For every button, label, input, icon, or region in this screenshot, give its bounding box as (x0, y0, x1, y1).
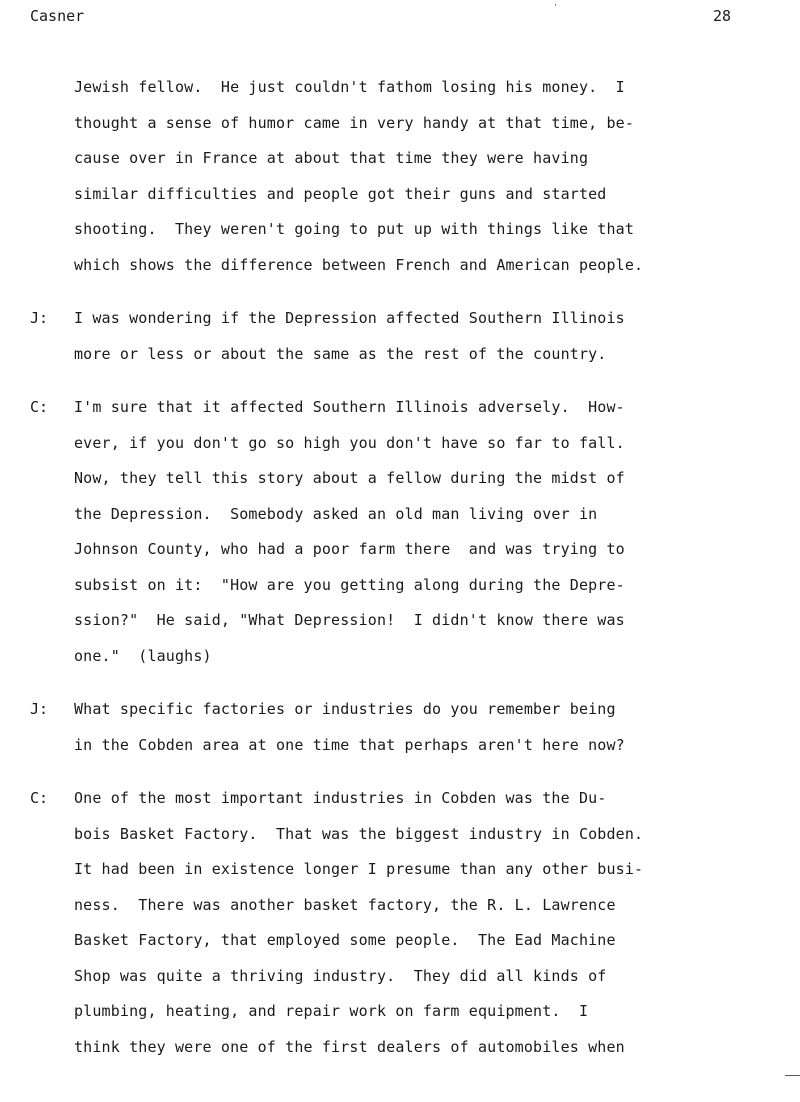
page-number: 28 (713, 7, 732, 25)
text-line: the Depression. Somebody asked an old man living over in (74, 504, 598, 523)
paragraph-lines (74, 390, 625, 674)
text-line: one." (laughs) (74, 646, 212, 665)
paragraph-lines (74, 70, 643, 283)
text-line: ever, if you don't go so high you don't have so far to fall. (74, 433, 625, 452)
text-line: I'm sure that it affected Southern Illinois adversely. How- (74, 398, 625, 416)
speaker-label: J: (30, 700, 49, 718)
paragraph-lines (74, 692, 625, 763)
text-line: What specific factories or industries do you remember being (74, 700, 616, 718)
scan-edge-mark (785, 1075, 800, 1076)
text-line: more or less or about the same as the rest of the country. (74, 344, 607, 363)
scan-speck (555, 4, 556, 6)
text-line: plumbing, heating, and repair work on farm equipment. I (74, 1002, 589, 1020)
speaker-label: C: (30, 789, 49, 807)
text-line: bois Basket Factory. That was the biggest industry in Cobden. (74, 824, 644, 843)
text-line: think they were one of the first dealers of automobiles when (74, 1037, 625, 1056)
text-line: Johnson County, who had a poor farm there and was trying to (74, 540, 625, 558)
text-line: subsist on it: "How are you getting along during the Depre- (74, 575, 625, 594)
text-line: ness. There was another basket factory, the R. L. Lawrence (74, 895, 616, 914)
text-line: Shop was quite a thriving industry. They did all kinds of (74, 966, 607, 985)
text-line: similar difficulties and people got their guns and started (74, 184, 607, 203)
text-line: I was wondering if the Depression affected Southern Illinois (74, 309, 625, 327)
paragraph-lines (74, 301, 625, 372)
text-line: Jewish fellow. He just couldn't fathom losing his money. I (74, 78, 625, 96)
text-line: thought a sense of humor came in very handy at that time, be- (74, 113, 635, 132)
text-line: It had been in existence longer I presume than any other busi- (74, 860, 644, 878)
paragraph-lines (74, 781, 643, 1065)
text-line: in the Cobden area at one time that perhaps aren't here now? (74, 735, 625, 754)
text-line: Basket Factory, that employed some people. The Ead Machine (74, 931, 616, 949)
text-line: cause over in France at about that time they were having (74, 149, 589, 167)
text-line: ssion?" He said, "What Depression! I didn't know there was (74, 611, 625, 629)
speaker-label: J: (30, 309, 49, 327)
text-line: shooting. They weren't going to put up with things like that (74, 220, 635, 238)
speaker-label: C: (30, 398, 49, 416)
text-line: One of the most important industries in Cobden was the Du- (74, 789, 607, 807)
header-name: Casner (30, 7, 85, 25)
text-line: Now, they tell this story about a fellow during the midst of (74, 469, 625, 487)
text-line: which shows the difference between French and American people. (74, 255, 644, 274)
